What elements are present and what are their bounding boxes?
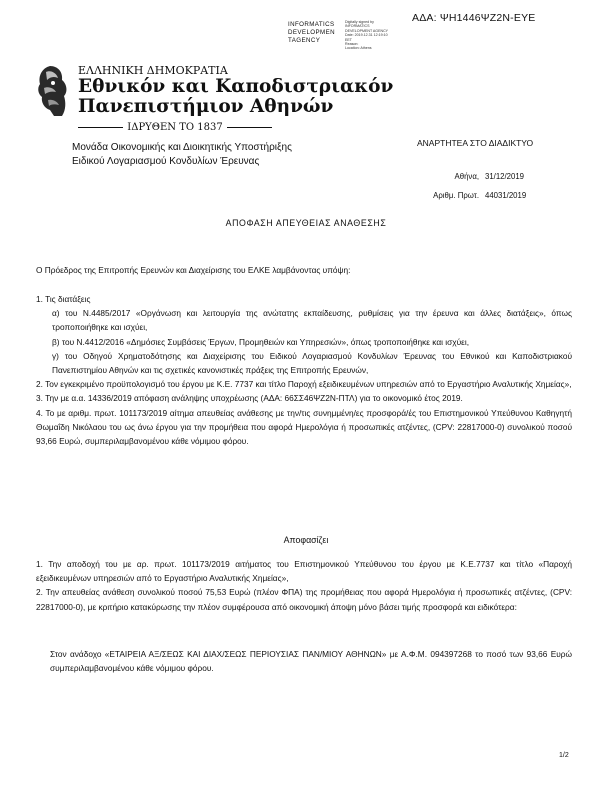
issuing-unit bbox=[72, 141, 292, 169]
stamp-line: EET bbox=[345, 37, 352, 42]
stamp-line: Reason: bbox=[345, 42, 359, 47]
considerations-list bbox=[36, 292, 572, 448]
divider bbox=[227, 127, 272, 128]
divider bbox=[78, 127, 123, 128]
intro-paragraph bbox=[36, 263, 572, 277]
intro-text: Ο Πρόεδρος της Επιτροπής Ερευνών και Διαχείρισης του ΕΛΚΕ λαμβάνοντας υπόψη: bbox=[36, 265, 351, 275]
award-paragraph bbox=[50, 647, 572, 675]
item1-heading: 1. Τις διατάξεις bbox=[36, 294, 91, 304]
agency-line: TAGENCY bbox=[288, 37, 321, 44]
protocol-value: 44031/2019 bbox=[485, 191, 527, 200]
date-value: 31/12/2019 bbox=[485, 172, 525, 181]
signing-agency bbox=[288, 21, 335, 45]
agency-line: INFORMATICS bbox=[288, 21, 335, 28]
document-meta bbox=[420, 167, 526, 205]
founded-text: ΙΔΡΥΘΕΝ ΤΟ 1837 bbox=[127, 122, 223, 133]
posting-note: ΑΝΑΡΤΗΤΕΑ ΣΤΟ ΔΙΑΔΙΚΤΥΟ bbox=[417, 138, 534, 148]
unit-line1: Μονάδα Οικονομικής και Διοικητικής Υποστήριξης bbox=[72, 142, 292, 153]
stamp-line: Date: 2019.12.31 12:19:10 bbox=[345, 33, 388, 38]
item1-c: γ) του Οδηγού Χρηματοδότησης και Διαχείρισης του Ειδικού Λογαριασμού Κονδυλίων Έρευνας του Εθνικού και Καποδιστριακού Πανεπιστημίου Αθηνών και τις σχετικές κανονιστικές πράξεις της Επιτροπής Ερευνών, bbox=[52, 350, 572, 376]
digital-signature-stamp bbox=[345, 20, 388, 51]
award-text: Στον ανάδοχο «ΕΤΑΙΡΕΙΑ ΑΞ/ΣΕΩΣ ΚΑΙ ΔΙΑΧ/ΣΕΩΣ ΠΕΡΙΟΥΣΙΑΣ ΠΑΝ/ΜΙΟΥ ΑΘΗΝΩΝ» με Α.Φ.Μ. 094397268 το ποσό των 93,66 Ευρώ συμπεριλαμβανομένου κάθε νόμιμου φόρου. bbox=[50, 649, 572, 674]
decision2: 2. Την απευθείας ανάθεση συνολικού ποσού 75,53 Ευρώ (πλέον ΦΠΑ) της προμήθειας που αφορά Ημερολόγια ή προσωπικές ατζέντες, (CPV: 22817000-0), με κριτήριο κατακύρωσης την πλέον συμφέρουσα από οικονομική άποψη μόνο βάσει τιμής προσφορά και ειδικότερα: bbox=[36, 587, 572, 612]
stamp-line: DEVELOPMENT AGENCY bbox=[345, 28, 389, 33]
stamp-line: Digitally signed by bbox=[345, 20, 374, 24]
date-label: Αθήνα, bbox=[454, 172, 479, 181]
document-title: ΑΠΟΦΑΣΗ ΑΠΕΥΘΕΙΑΣ ΑΝΑΘΕΣΗΣ bbox=[225, 218, 387, 228]
university-name-line2: Πανεπιστήμιον Αθηνών bbox=[78, 96, 334, 117]
athena-logo-icon bbox=[32, 62, 72, 118]
agency-line: DEVELOPMEN bbox=[288, 29, 335, 36]
republic-heading: ΕΛΛΗΝΙΚΗ ΔΗΜΟΚΡΑΤΙΑ bbox=[78, 64, 228, 77]
decision1: 1. Την αποδοχή του με αρ. πρωτ. 101173/2019 αιτήματος του Επιστημονικού Υπεύθυνου του έργου με Κ.Ε.7737 και τίτλο «Παροχή εξειδικευμένων υπηρεσιών από το Εργαστήριο Αναλυτικής Χημείας», bbox=[36, 559, 572, 584]
item3: 3. Την με α.α. 14336/2019 απόφαση ανάληψης υποχρέωσης (ΑΔΑ: 66ΣΣ46ΨΖ2Ν-ΠΤΛ) για το οικονομικό έτος 2019. bbox=[36, 393, 463, 404]
unit-line2: Ειδικού Λογαριασμού Κονδυλίων Έρευνας bbox=[72, 156, 260, 167]
page-number: 1/2 bbox=[559, 752, 569, 759]
university-name-line1: Εθνικόν και Καποδιστριακόν bbox=[78, 76, 394, 97]
protocol-label: Αριθμ. Πρωτ. bbox=[433, 191, 479, 200]
decisions-list bbox=[36, 557, 572, 614]
item1-b: β) του Ν.4412/2016 «Δημόσιες Συμβάσεις Έργων, Προμηθειών και Υπηρεσιών», όπως τροποποιήθηκε και ισχύει, bbox=[52, 336, 469, 347]
stamp-line: INFORMATICS bbox=[345, 24, 370, 29]
decides-heading: Αποφασίζει bbox=[283, 535, 329, 545]
item4: 4. Το με αριθμ. πρωτ. 101173/2019 αίτημα απευθείας ανάθεσης με την/τις συνημμένη/ες προσφορά/ές του Επιστημονικού Υπεύθυνου Καθηγητή Θωμαΐδη Νικόλαου του ως άνω έργου για την προμήθεια που αφορά Ημερολόγια ή προσωπικές ατζέντες, (CPV: 22817000-0) συνολικού ποσού 93,66 Ευρώ, συμπεριλαμβανομένου κάθε νόμιμου φόρου. bbox=[36, 407, 572, 447]
ada-code: ΑΔΑ: ΨΗ1446ΨΖ2Ν-ΕΥΕ bbox=[412, 12, 536, 24]
stamp-line: Location: Athens bbox=[345, 46, 372, 51]
item2: 2. Τον εγκεκριμένο προϋπολογισμό του έργου με Κ.Ε. 7737 και τίτλο Παροχή εξειδικευμένων υπηρεσιών από το Εργαστήριο Αναλυτικής Χημείας», bbox=[36, 379, 572, 390]
item1-a: α) του Ν.4485/2017 «Οργάνωση και λειτουργία της ανώτατης εκπαίδευσης, ρυθμίσεις για την έρευνα και άλλες διατάξεις», όπως τροποποιήθηκε και ισχύει, bbox=[52, 308, 572, 333]
founded-line bbox=[78, 122, 272, 133]
